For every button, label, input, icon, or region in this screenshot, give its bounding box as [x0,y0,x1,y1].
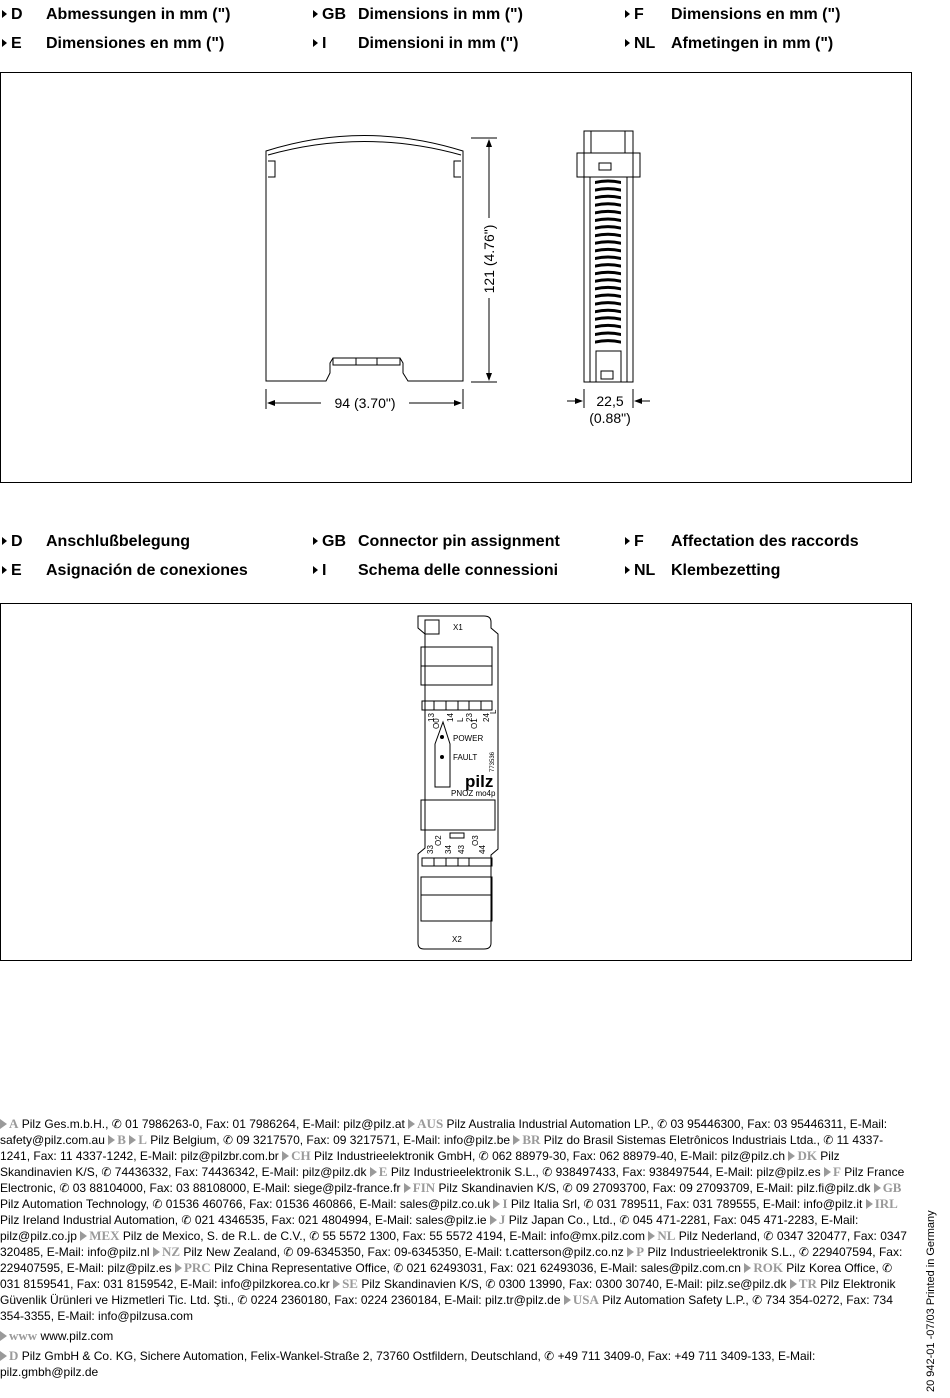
address-entry: Pilz Ges.m.b.H., ✆ 01 7986263-0, Fax: 01 7986264, E-Mail: pilz@pilz.at [21,1117,405,1131]
address-entry: Pilz Automation Safety L.P., ✆ 734 354-0272, Fax: 734 354-3355, E-Mail: info@pilzusa.com [0,1293,893,1323]
triangle-bullet-icon [0,1331,7,1341]
triangle-bullet-icon [80,1231,87,1241]
triangle-bullet-icon [648,1231,655,1241]
triangle-bullet-icon [625,537,630,545]
side-view-rib [595,301,621,306]
triangle-bullet-icon [866,1199,873,1209]
label-square [425,620,439,634]
address-entry: Pilz Italia Srl, ✆ 031 789511, Fax: 031 789555, E-Mail: info@pilz.it [510,1197,863,1211]
country-code: I [502,1196,508,1211]
address-entry: Pilz New Zealand, ✆ 09-6345350, Fax: 09-6345350, E-Mail: t.catterson@pilz.co.nz [183,1245,624,1259]
triangle-bullet-icon [313,537,318,545]
x1-label: X1 [453,623,463,632]
country-code: SE [342,1276,358,1291]
country-code: B [117,1132,126,1147]
led-window [435,722,450,787]
triangle-bullet-icon [0,1351,7,1361]
country-code: MEX [89,1228,120,1243]
side-view-rib [595,339,621,344]
side-view-rib [595,233,621,238]
heading-e-connector: E Asignación de conexiones [2,561,22,581]
terminal-24: 24 [482,713,491,722]
terminal-l-2: L [489,709,498,714]
triangle-bullet-icon [824,1167,831,1177]
side-view-rib [595,202,621,207]
side-view-rib [595,218,621,223]
address-entry: Pilz Korea Office, ✆ 031 8159541, Fax: 031 8159542, E-Mail: info@pilzkorea.co.kr [0,1261,893,1291]
fault-led-icon [440,755,444,759]
country-code: CH [291,1148,311,1163]
country-code: NZ [161,1244,180,1259]
connector-drawing-frame [0,603,912,961]
side-view-rib [595,271,621,276]
country-code: USA [572,1292,599,1307]
country-code: FIN [412,1180,436,1195]
triangle-bullet-icon [313,10,318,18]
side-view-rib [595,248,621,253]
power-label: POWER [453,734,484,743]
dimension-drawing [1,73,911,482]
website-line [0,1328,912,1344]
country-code: BR [522,1132,541,1147]
address-entry: Pilz Nederland, ✆ 0347 320477, Fax: 0347 320485, E-Mail: info@pilz.nl [0,1229,907,1259]
triangle-bullet-icon [129,1135,136,1145]
triangle-bullet-icon [108,1135,115,1145]
triangle-bullet-icon [790,1279,797,1289]
country-code: F [832,1164,841,1179]
address-entry: Pilz Skandinavien K/S, ✆ 0300 13990, Fax: 0300 30740, E-Mail: pilz.se@pilz.dk [361,1277,787,1291]
terminal-43: 43 [457,845,466,854]
side-view-rib [595,256,621,261]
triangle-bullet-icon [2,566,7,574]
dimension-drawing-frame [0,72,912,483]
terminal-14: 14 [446,713,455,722]
address-entry: Pilz France Electronic, ✆ 03 88104000, Fax: 03 88108000, E-Mail: siege@pilz-france.fr [0,1165,905,1195]
address-entry: Pilz Automation Technology, ✆ 01536 460766, Fax: 01536 460866, E-Mail: sales@pilz.co.uk [0,1197,491,1211]
x2-label: X2 [452,935,462,944]
connector-drawing [1,604,911,960]
middle-label-area [421,800,495,830]
country-code: A [9,1116,19,1131]
address-entry: Pilz China Representative Office, ✆ 021 62493031, Fax: 021 62493036, E-Mail: sales@pilz.com.cn [214,1261,741,1275]
side-view-ribs [595,180,621,344]
print-note: 20 942-01 -07/03 Printed in Germany [925,1210,937,1392]
headquarters-code: D [9,1348,19,1363]
terminal-34: 34 [444,845,453,854]
address-entry: Pilz Elektronik Güvenlik Ürünleri ve Hizmetleri Tic. Ltd. Şti., ✆ 0224 2360180, Fax: 0224 2360184, E-Mail: pilz.tr@pilz.de [0,1277,896,1307]
side-view-rib [595,187,621,192]
triangle-bullet-icon [625,10,630,18]
address-entry: Pilz do Brasil Sistemas Eletrônicos Industriais Ltda., ✆ 11 4337-1241, Fax: 11 4337-1242, E-Mail: pilz@pilzbr.com.br [0,1133,884,1163]
triangle-bullet-icon [744,1263,751,1273]
side-view-rib [595,278,621,283]
side-view-rib [595,332,621,337]
side-view-rib [595,324,621,329]
terminal-44: 44 [478,845,487,854]
address-entry: Pilz Skandinavien K/S, ✆ 74436332, Fax: 74436342, E-Mail: pilz@pilz.dk [0,1149,840,1179]
heading-f-dimensions: F Dimensions en mm (") [625,5,644,25]
address-entry: Pilz Industrieelektronik S.L., ✆ 229407594, Fax: 229407595, E-Mail: pilz@pilz.es [0,1245,903,1275]
address-entry: Pilz de Mexico, S. de R.L. de C.V., ✆ 55 5572 1300, Fax: 55 5572 4194, E-Mail: info@mx.pilz.com [122,1229,645,1243]
website-code: www [9,1328,38,1343]
address-entry: Pilz Industrieelektronik S.L., ✆ 938497433, Fax: 938497544, E-Mail: pilz@pilz.es [390,1165,821,1179]
heading-i-dimensions: I Dimensioni in mm (") [313,34,326,54]
triangle-bullet-icon [2,10,7,18]
side-view-rib [595,225,621,230]
model-label: PNOZ mo4p [451,789,496,798]
country-code: P [636,1244,645,1259]
side-view-rib [595,286,621,291]
country-code: DK [797,1148,817,1163]
triangle-bullet-icon [175,1263,182,1273]
front-view-outline [266,136,463,382]
address-entry: Pilz Japan Co., Ltd., ✆ 045 471-2281, Fax: 045 471-2283, E-Mail: pilz@pilz.co.jp [0,1213,859,1243]
triangle-bullet-icon [788,1151,795,1161]
o0-label: O0 [432,718,441,729]
triangle-bullet-icon [2,39,7,47]
address-footer [0,1116,912,1380]
triangle-bullet-icon [627,1247,634,1257]
heading-d-dimensions: D Abmessungen in mm (") [2,5,23,25]
side-view-rib [595,294,621,299]
power-led-icon [440,735,444,739]
fault-label: FAULT [453,753,478,762]
o1-label: O1 [470,718,479,729]
heading-nl-connector: NL Klembezetting [625,561,655,581]
country-code: ROK [753,1260,783,1275]
triangle-bullet-icon [0,1119,7,1129]
triangle-bullet-icon [513,1135,520,1145]
heading-f-connector: F Affectation des raccords [625,532,644,552]
side-view-rib [595,195,621,200]
international-addresses [0,1116,912,1324]
heading-d-connector: D Anschlußbelegung [2,532,23,552]
triangle-bullet-icon [2,537,7,545]
triangle-bullet-icon [313,39,318,47]
triangle-bullet-icon [490,1215,497,1225]
heading-nl-dimensions: NL Afmetingen in mm (") [625,34,655,54]
terminal-13: 13 [427,713,436,722]
side-view-rib [595,180,621,185]
headquarters-text: Pilz GmbH & Co. KG, Sichere Automation, Felix-Wankel-Straße 2, 73760 Ostfildern, Deutschland, ✆ +49 711 3409-0, Fax: +49 711 3409-133, E-Mail: pilz.gmbh@pilz.de [0,1349,816,1379]
triangle-bullet-icon [370,1167,377,1177]
o3-label: O3 [471,835,480,846]
triangle-bullet-icon [625,566,630,574]
depth-dimension-inch-label: (0.88") [589,410,631,426]
side-view-rib [595,316,621,321]
heading-gb-connector: GB Connector pin assignment [313,532,346,552]
terminal-33: 33 [426,845,435,854]
height-dimension-label: 121 (4.76") [481,224,497,294]
bottom-terminal-block [421,877,492,921]
terminal-l-1: L [456,717,465,722]
dimension-arrows [267,139,642,406]
side-view-rib [595,263,621,268]
headquarters-address [0,1348,912,1380]
serial-label: 773536 [490,751,496,772]
width-dimension-label: 94 (3.70") [334,395,396,411]
country-code: PRC [183,1260,211,1275]
side-view-rib [595,309,621,314]
side-view-rib [595,210,621,215]
country-code: J [498,1212,506,1227]
country-code: AUS [417,1116,444,1131]
pilz-logo: pilz [465,772,494,791]
address-entry: Pilz Australia Industrial Automation LP., ✆ 03 95446300, Fax: 03 95446311, E-Mail: safety@pilz.com.au [0,1117,888,1147]
terminal-23: 23 [465,713,474,722]
side-view-rib [595,240,621,245]
triangle-bullet-icon [625,39,630,47]
address-entry: Pilz Industrieelektronik GmbH, ✆ 062 88979-30, Fax: 062 88979-40, E-Mail: pilz@pilz.ch [313,1149,786,1163]
country-code: NL [657,1228,676,1243]
country-code: E [378,1164,388,1179]
address-entry: Pilz Belgium, ✆ 09 3217570, Fax: 09 3217571, E-Mail: info@pilz.be [150,1133,511,1147]
triangle-bullet-icon [493,1199,500,1209]
triangle-bullet-icon [333,1279,340,1289]
triangle-bullet-icon [404,1183,411,1193]
address-entry: Pilz Skandinavien K/S, ✆ 09 27093700, Fax: 09 27093709, E-Mail: pilz.fi@pilz.dk [438,1181,871,1195]
triangle-bullet-icon [282,1151,289,1161]
triangle-bullet-icon [313,566,318,574]
triangle-bullet-icon [153,1247,160,1257]
heading-i-connector: I Schema delle connessioni [313,561,326,581]
heading-gb-dimensions: GB Dimensions in mm (") [313,5,346,25]
depth-dimension-label: 22,5 [596,393,624,409]
front-view-cover-line [268,142,461,156]
address-entry: Pilz Ireland Industrial Automation, ✆ 021 4346535, Fax: 021 4804994, E-Mail: sales@pilz.ie [0,1213,487,1227]
triangle-bullet-icon [874,1183,881,1193]
country-code: TR [798,1276,817,1291]
triangle-bullet-icon [564,1295,571,1305]
website-url[interactable]: www.pilz.com [40,1329,114,1343]
o2-label: O2 [434,835,443,846]
triangle-bullet-icon [408,1119,415,1129]
country-code: IRL [874,1196,898,1211]
country-code: GB [882,1180,902,1195]
country-code: L [138,1132,147,1147]
heading-e-dimensions: E Dimensiones en mm (") [2,34,22,54]
